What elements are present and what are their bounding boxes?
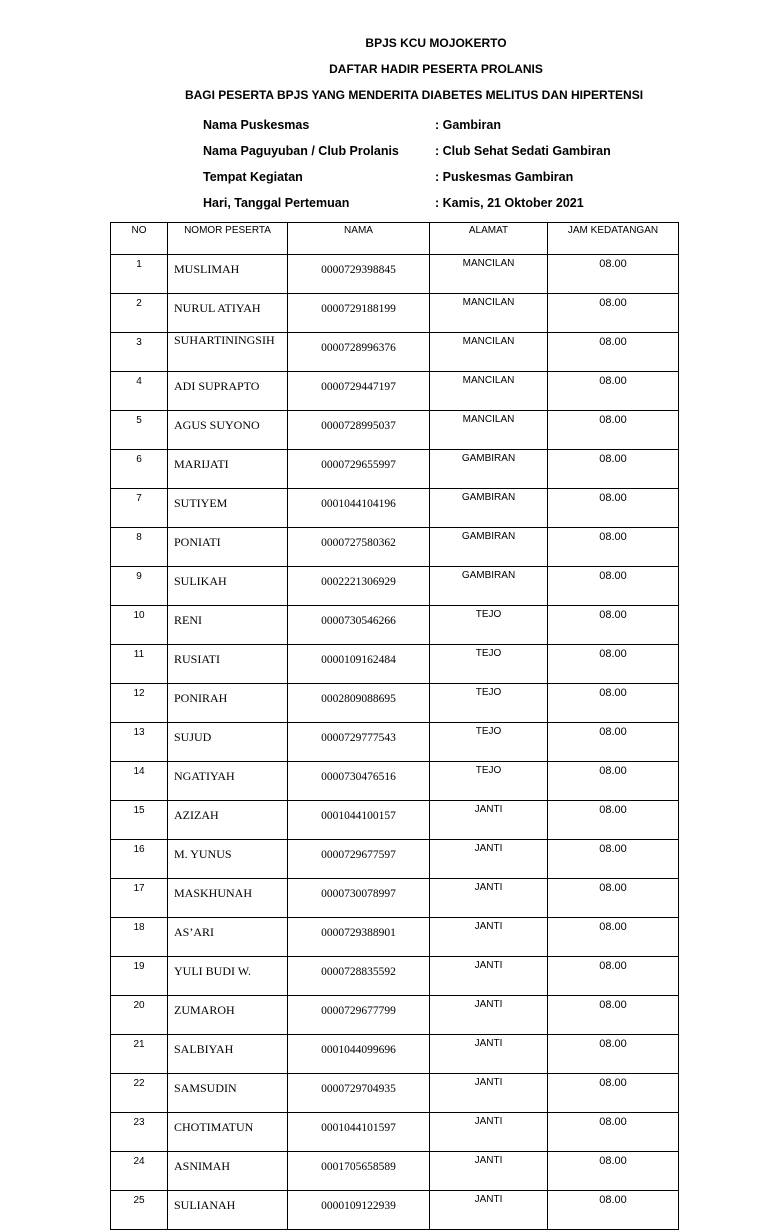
arrival-time: 08.00 xyxy=(548,840,679,879)
org-title: BPJS KCU MOJOKERTO xyxy=(365,36,507,50)
info-value: : Kamis, 21 Oktober 2021 xyxy=(435,196,584,210)
participant-address: JANTI xyxy=(430,879,548,918)
participant-id: 0000730546266 xyxy=(288,606,430,645)
participant-address: MANCILAN xyxy=(430,294,548,333)
participant-name: SALBIYAH xyxy=(168,1035,288,1074)
participant-address: GAMBIRAN xyxy=(430,450,548,489)
participant-address: JANTI xyxy=(430,918,548,957)
arrival-time: 08.00 xyxy=(548,1035,679,1074)
participant-name: PONIATI xyxy=(168,528,288,567)
participant-id: 0000729777543 xyxy=(288,723,430,762)
participant-id: 0000730476516 xyxy=(288,762,430,801)
table-row xyxy=(111,567,679,606)
participant-name: AS’ARI xyxy=(168,918,288,957)
arrival-time: 08.00 xyxy=(548,918,679,957)
participant-address: MANCILAN xyxy=(430,411,548,450)
participant-id: 0000729655997 xyxy=(288,450,430,489)
arrival-time: 08.00 xyxy=(548,1191,679,1230)
participant-address: JANTI xyxy=(430,840,548,879)
participant-name: ADI SUPRAPTO xyxy=(168,372,288,411)
table-row xyxy=(111,801,679,840)
participant-address: MANCILAN xyxy=(430,372,548,411)
arrival-time: 08.00 xyxy=(548,489,679,528)
row-number: 18 xyxy=(111,918,168,957)
participant-name: SUHARTININGSIH xyxy=(168,333,288,372)
arrival-time: 08.00 xyxy=(548,645,679,684)
row-number: 12 xyxy=(111,684,168,723)
participant-address: JANTI xyxy=(430,1035,548,1074)
row-number: 14 xyxy=(111,762,168,801)
participant-name: SAMSUDIN xyxy=(168,1074,288,1113)
participant-id: 0002221306929 xyxy=(288,567,430,606)
participant-name: SUTIYEM xyxy=(168,489,288,528)
table-row xyxy=(111,450,679,489)
column-header-nomor-peserta: NOMOR PESERTA xyxy=(168,223,288,255)
table-row xyxy=(111,489,679,528)
participant-name: RENI xyxy=(168,606,288,645)
row-number: 20 xyxy=(111,996,168,1035)
arrival-time: 08.00 xyxy=(548,294,679,333)
table-row xyxy=(111,918,679,957)
table-row xyxy=(111,411,679,450)
row-number: 13 xyxy=(111,723,168,762)
table-row xyxy=(111,1074,679,1113)
participant-address: TEJO xyxy=(430,606,548,645)
table-row xyxy=(111,1152,679,1191)
participant-id: 0000730078997 xyxy=(288,879,430,918)
row-number: 25 xyxy=(111,1191,168,1230)
row-number: 4 xyxy=(111,372,168,411)
arrival-time: 08.00 xyxy=(548,1074,679,1113)
arrival-time: 08.00 xyxy=(548,996,679,1035)
participant-name: AGUS SUYONO xyxy=(168,411,288,450)
participant-name: YULI BUDI W. xyxy=(168,957,288,996)
participant-name: SULIKAH xyxy=(168,567,288,606)
participant-address: JANTI xyxy=(430,1113,548,1152)
participant-name: ASNIMAH xyxy=(168,1152,288,1191)
participant-address: JANTI xyxy=(430,1074,548,1113)
participant-name: SULIANAH xyxy=(168,1191,288,1230)
participant-id: 0000729677597 xyxy=(288,840,430,879)
table-row xyxy=(111,606,679,645)
participant-name: MUSLIMAH xyxy=(168,255,288,294)
row-number: 22 xyxy=(111,1074,168,1113)
table-row xyxy=(111,1035,679,1074)
arrival-time: 08.00 xyxy=(548,801,679,840)
participant-id: 0001044100157 xyxy=(288,801,430,840)
participant-address: TEJO xyxy=(430,723,548,762)
row-number: 3 xyxy=(111,333,168,372)
row-number: 19 xyxy=(111,957,168,996)
participant-id: 0000109162484 xyxy=(288,645,430,684)
participant-id: 0000729388901 xyxy=(288,918,430,957)
participant-id: 0000729188199 xyxy=(288,294,430,333)
info-label: Nama Puskesmas xyxy=(203,118,310,132)
table-row xyxy=(111,723,679,762)
participant-id: 0000729677799 xyxy=(288,996,430,1035)
info-label: Hari, Tanggal Pertemuan xyxy=(203,196,350,210)
participant-name: ZUMAROH xyxy=(168,996,288,1035)
participant-address: JANTI xyxy=(430,801,548,840)
table-row xyxy=(111,255,679,294)
arrival-time: 08.00 xyxy=(548,762,679,801)
participant-address: TEJO xyxy=(430,684,548,723)
participant-address: JANTI xyxy=(430,1152,548,1191)
arrival-time: 08.00 xyxy=(548,333,679,372)
arrival-time: 08.00 xyxy=(548,879,679,918)
info-label: Nama Paguyuban / Club Prolanis xyxy=(203,144,399,158)
table-row xyxy=(111,528,679,567)
column-header-alamat: ALAMAT xyxy=(430,223,548,255)
arrival-time: 08.00 xyxy=(548,957,679,996)
participant-id: 0001705658589 xyxy=(288,1152,430,1191)
table-row xyxy=(111,996,679,1035)
participant-id: 0000729447197 xyxy=(288,372,430,411)
participant-name: MARIJATI xyxy=(168,450,288,489)
row-number: 8 xyxy=(111,528,168,567)
table-row xyxy=(111,1191,679,1230)
document-title: DAFTAR HADIR PESERTA PROLANIS xyxy=(329,62,543,76)
participant-id: 0000727580362 xyxy=(288,528,430,567)
participant-id: 0000728996376 xyxy=(288,333,430,372)
arrival-time: 08.00 xyxy=(548,723,679,762)
document-subtitle: BAGI PESERTA BPJS YANG MENDERITA DIABETES MELITUS DAN HIPERTENSI xyxy=(184,88,644,102)
participant-name: MASKHUNAH xyxy=(168,879,288,918)
arrival-time: 08.00 xyxy=(548,411,679,450)
participant-address: GAMBIRAN xyxy=(430,489,548,528)
participant-address: TEJO xyxy=(430,645,548,684)
arrival-time: 08.00 xyxy=(548,567,679,606)
column-header-jam: JAM KEDATANGAN xyxy=(548,223,679,255)
row-number: 15 xyxy=(111,801,168,840)
participant-id: 0002809088695 xyxy=(288,684,430,723)
participant-id: 0000728995037 xyxy=(288,411,430,450)
participant-id: 0000728835592 xyxy=(288,957,430,996)
table-row xyxy=(111,372,679,411)
table-row xyxy=(111,1113,679,1152)
arrival-time: 08.00 xyxy=(548,606,679,645)
participant-id: 0000729704935 xyxy=(288,1074,430,1113)
table-row xyxy=(111,294,679,333)
arrival-time: 08.00 xyxy=(548,255,679,294)
participant-address: GAMBIRAN xyxy=(430,528,548,567)
row-number: 24 xyxy=(111,1152,168,1191)
info-value: : Puskesmas Gambiran xyxy=(435,170,574,184)
arrival-time: 08.00 xyxy=(548,372,679,411)
row-number: 7 xyxy=(111,489,168,528)
participant-address: GAMBIRAN xyxy=(430,567,548,606)
table-header-row xyxy=(111,223,679,255)
row-number: 1 xyxy=(111,255,168,294)
table-body xyxy=(111,255,679,1230)
table-row xyxy=(111,684,679,723)
arrival-time: 08.00 xyxy=(548,528,679,567)
participant-name: AZIZAH xyxy=(168,801,288,840)
participant-address: MANCILAN xyxy=(430,333,548,372)
participant-name: PONIRAH xyxy=(168,684,288,723)
attendance-table xyxy=(110,222,679,1230)
row-number: 16 xyxy=(111,840,168,879)
participant-name: RUSIATI xyxy=(168,645,288,684)
arrival-time: 08.00 xyxy=(548,1113,679,1152)
participant-address: MANCILAN xyxy=(430,255,548,294)
table-row xyxy=(111,879,679,918)
participant-id: 0001044104196 xyxy=(288,489,430,528)
participant-address: JANTI xyxy=(430,996,548,1035)
info-value: : Gambiran xyxy=(435,118,501,132)
participant-id: 0000729398845 xyxy=(288,255,430,294)
participant-address: JANTI xyxy=(430,957,548,996)
table-row xyxy=(111,957,679,996)
column-header-nama: NAMA xyxy=(288,223,430,255)
participant-name: NURUL ATIYAH xyxy=(168,294,288,333)
table-row xyxy=(111,840,679,879)
table-row xyxy=(111,645,679,684)
participant-name: NGATIYAH xyxy=(168,762,288,801)
row-number: 6 xyxy=(111,450,168,489)
row-number: 2 xyxy=(111,294,168,333)
participant-id: 0001044101597 xyxy=(288,1113,430,1152)
participant-name: CHOTIMATUN xyxy=(168,1113,288,1152)
row-number: 23 xyxy=(111,1113,168,1152)
arrival-time: 08.00 xyxy=(548,450,679,489)
participant-name: SUJUD xyxy=(168,723,288,762)
participant-address: TEJO xyxy=(430,762,548,801)
row-number: 5 xyxy=(111,411,168,450)
participant-id: 0001044099696 xyxy=(288,1035,430,1074)
info-label: Tempat Kegiatan xyxy=(203,170,303,184)
row-number: 11 xyxy=(111,645,168,684)
column-header-no: NO xyxy=(111,223,168,255)
participant-name: M. YUNUS xyxy=(168,840,288,879)
arrival-time: 08.00 xyxy=(548,684,679,723)
participant-id: 0000109122939 xyxy=(288,1191,430,1230)
row-number: 10 xyxy=(111,606,168,645)
arrival-time: 08.00 xyxy=(548,1152,679,1191)
info-value: : Club Sehat Sedati Gambiran xyxy=(435,144,611,158)
row-number: 17 xyxy=(111,879,168,918)
row-number: 9 xyxy=(111,567,168,606)
table-row xyxy=(111,333,679,372)
participant-address: JANTI xyxy=(430,1191,548,1230)
row-number: 21 xyxy=(111,1035,168,1074)
table-row xyxy=(111,762,679,801)
